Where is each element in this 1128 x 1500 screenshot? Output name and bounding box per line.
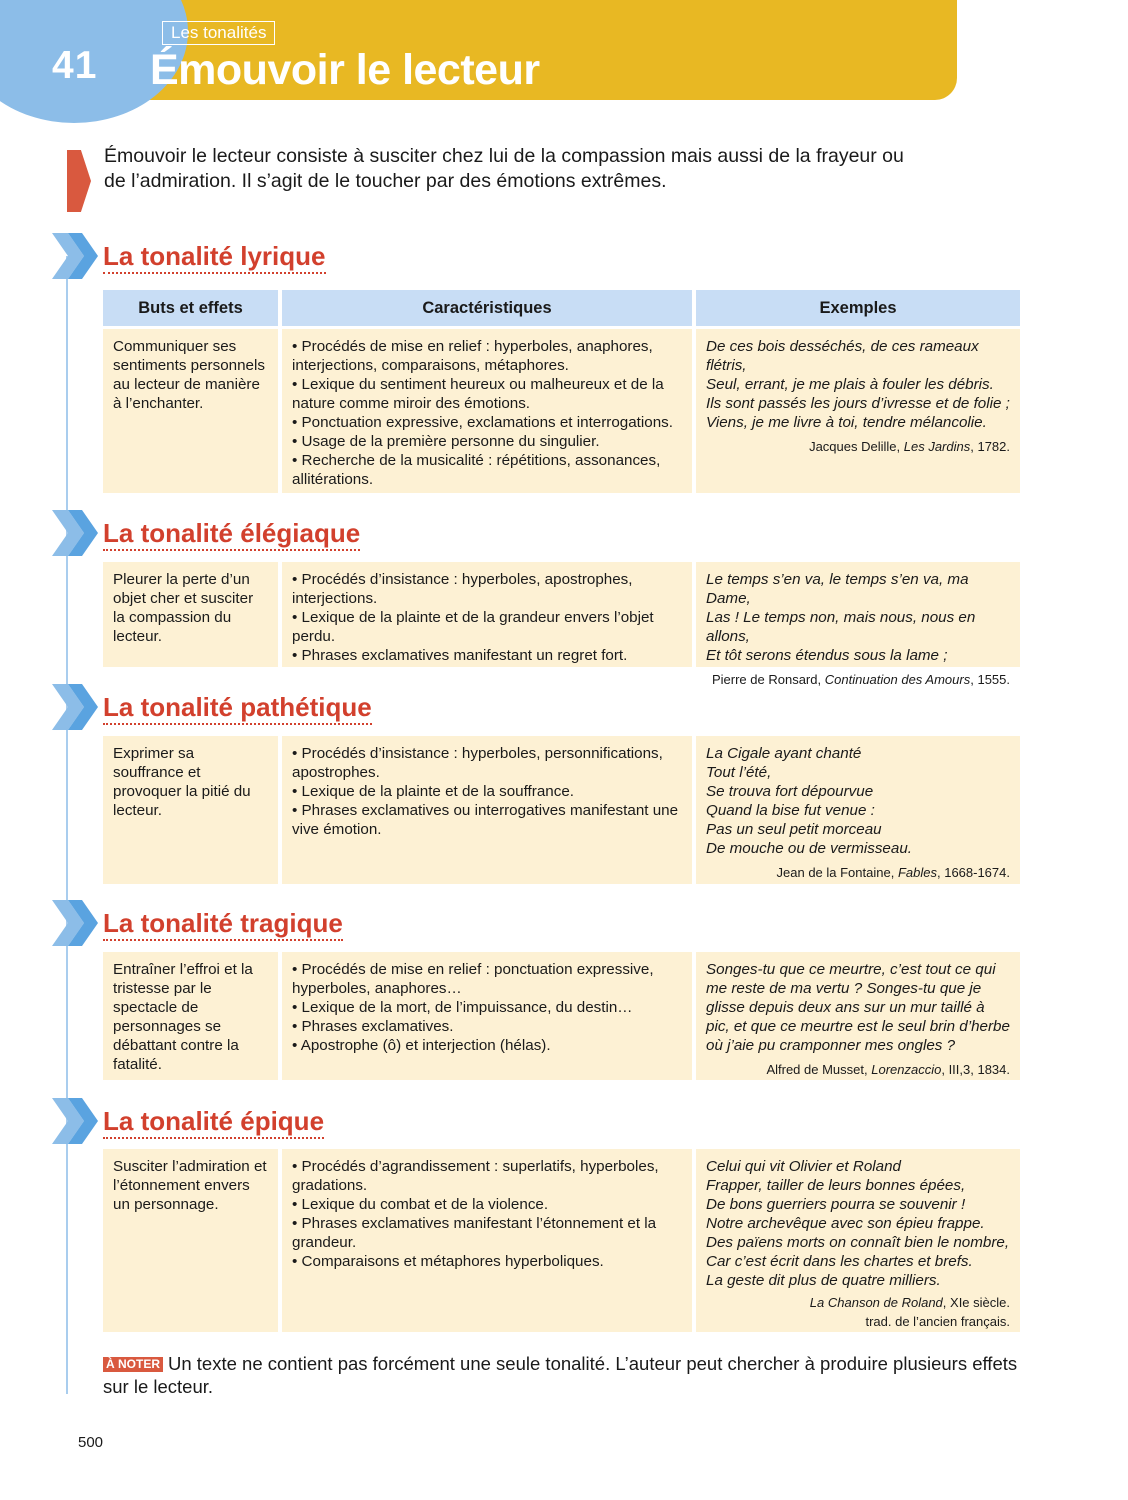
chevron-icon: [52, 510, 100, 556]
feature-item: • Lexique du sentiment heureux ou malheureux et de la nature comme miroir des émotions.: [292, 376, 664, 412]
example-line: Pas un seul petit morceau: [706, 821, 882, 838]
goal-cell: Communiquer ses sentiments personnels au lecteur de manière à l’enchanter.: [103, 329, 278, 493]
note-badge: À NOTER: [103, 1357, 163, 1372]
source-author: Alfred de Musset,: [766, 1062, 868, 1077]
feature-item: • Lexique de la plainte et de la souffrance.: [292, 783, 574, 800]
example-line: Car c’est écrit dans les chartes et brefs.: [706, 1253, 973, 1270]
intro-text: Émouvoir le lecteur consiste à susciter chez lui de la compassion mais aussi de la frayeur ou de l’admiration. Il s’agit de le toucher par des émotions extrêmes.: [104, 145, 904, 192]
feature-item: • Phrases exclamatives.: [292, 1018, 454, 1035]
feature-item: • Lexique de la mort, de l’impuissance, du destin…: [292, 999, 633, 1016]
example-line: Las ! Le temps non, mais nous, nous en allons,: [706, 609, 976, 645]
goal-cell: Entraîner l’effroi et la tristesse par le spectacle de personnages se débattant contre la fatalité.: [103, 952, 278, 1080]
source-work: La Chanson de Roland: [809, 1295, 943, 1310]
example-line: De bons guerriers pourra se souvenir !: [706, 1196, 966, 1213]
chevron-icon: [52, 233, 100, 279]
page-title: Émouvoir le lecteur: [150, 46, 540, 94]
source-author: Pierre de Ronsard,: [711, 672, 822, 687]
section-title-tragique: La tonalité tragique: [103, 908, 343, 941]
source-work: Fables: [897, 865, 937, 880]
features-cell: [282, 562, 692, 667]
example-cell: [696, 952, 1020, 1080]
example-line: Se trouva fort dépourvue: [706, 783, 874, 800]
features-cell: [282, 736, 692, 884]
feature-item: • Procédés d’agrandissement : superlatifs, hyperboles, gradations.: [292, 1158, 659, 1194]
feature-item: • Ponctuation expressive, exclamations et interrogations.: [292, 414, 673, 431]
chapter-tag: Les tonalités: [162, 21, 275, 45]
example-line: Le temps s’en va, le temps s’en va, ma Dame,: [706, 571, 969, 607]
example-line: Viens, je me livre à toi, tendre mélancolie.: [706, 414, 987, 431]
feature-item: • Phrases exclamatives manifestant l’étonnement et la grandeur.: [292, 1215, 657, 1251]
chevron-icon: [52, 1098, 100, 1144]
feature-item: • Phrases exclamatives manifestant un regret fort.: [292, 647, 628, 664]
example-source: [706, 670, 1010, 689]
goal-cell: Pleurer la perte d’un objet cher et susciter la compassion du lecteur.: [103, 562, 278, 667]
example-cell: [696, 736, 1020, 884]
feature-item: • Procédés de mise en relief : ponctuation expressive, hyperboles, anaphores…: [292, 961, 654, 997]
table-header-features: Caractéristiques: [282, 290, 692, 326]
example-cell: [696, 329, 1020, 493]
source-work: Les Jardins: [903, 439, 971, 454]
feature-item: • Usage de la première personne du singulier.: [292, 433, 600, 450]
example-line: Seul, errant, je me plais à fouler les débris.: [706, 376, 994, 393]
section-title-pathetique: La tonalité pathétique: [103, 692, 372, 725]
example-source: [706, 437, 1010, 456]
features-cell: [282, 329, 692, 493]
table-header-goals: Buts et effets: [103, 290, 278, 326]
intro-marker-icon: [67, 150, 91, 212]
source-date: , XIe siècle.: [942, 1295, 1010, 1310]
example-line: Celui qui vit Olivier et Roland: [706, 1158, 901, 1175]
chapter-number: 41: [52, 44, 98, 87]
section-title-elegiaque: La tonalité élégiaque: [103, 518, 360, 551]
source-date: , 1668-1674.: [936, 865, 1010, 880]
example-source: [706, 1293, 1010, 1312]
table-header-examples: Exemples: [696, 290, 1020, 326]
feature-item: • Procédés d’insistance : hyperboles, personnifications, apostrophes.: [292, 745, 663, 781]
example-line: De mouche ou de vermisseau.: [706, 840, 912, 857]
example-line: La Cigale ayant chanté: [706, 745, 862, 762]
feature-item: • Procédés de mise en relief : hyperboles, anaphores, interjections, comparaisons, métaphores.: [292, 338, 653, 374]
example-line: Et tôt serons étendus sous la lame ;: [706, 647, 948, 664]
chevron-icon: [52, 900, 100, 946]
example-source-extra: trad. de l’ancien français.: [865, 1314, 1010, 1329]
section-title-lyrique: La tonalité lyrique: [103, 241, 326, 274]
example-source: [706, 863, 1010, 882]
feature-item: • Lexique du combat et de la violence.: [292, 1196, 549, 1213]
example-source: [706, 1060, 1010, 1079]
feature-item: • Procédés d’insistance : hyperboles, apostrophes, interjections.: [292, 571, 633, 607]
feature-item: • Phrases exclamatives ou interrogatives manifestant une vive émotion.: [292, 802, 679, 838]
source-date: , 1782.: [970, 439, 1010, 454]
goal-cell: Susciter l’admiration et l’étonnement envers un personnage.: [103, 1149, 278, 1332]
feature-item: • Comparaisons et métaphores hyperboliques.: [292, 1253, 604, 1270]
example-line: Tout l’été,: [706, 764, 772, 781]
note-text: Un texte ne contient pas forcément une seule tonalité. L’auteur peut chercher à produire plusieurs effets sur le lecteur.: [103, 1353, 1018, 1397]
example-line: Songes-tu que ce meurtre, c’est tout ce qui me reste de ma vertu ? Songes-tu que je glisse depuis deux ans sur un mur taillé à pic, et que ce meurtre est le seul brin d’herbe où j’aie pu cramponner mes ongles ?: [706, 961, 1010, 1054]
chevron-icon: [52, 684, 100, 730]
features-cell: [282, 952, 692, 1080]
feature-item: • Lexique de la plainte et de la grandeur envers l’objet perdu.: [292, 609, 654, 645]
section-title-epique: La tonalité épique: [103, 1106, 324, 1139]
source-date: , 1555.: [970, 672, 1010, 687]
note: [103, 1352, 1023, 1398]
page-number: 500: [78, 1434, 104, 1451]
feature-item: • Recherche de la musicalité : répétitions, assonances, allitérations.: [292, 452, 661, 488]
features-cell: [282, 1149, 692, 1332]
source-author: Jean de la Fontaine,: [776, 865, 895, 880]
example-line: De ces bois desséchés, de ces rameaux flétris,: [706, 338, 979, 374]
example-cell: [696, 562, 1020, 687]
source-work: Continuation des Amours: [824, 672, 971, 687]
source-work: Lorenzaccio: [871, 1062, 942, 1077]
example-line: Quand la bise fut venue :: [706, 802, 875, 819]
feature-item: • Apostrophe (ô) et interjection (hélas).: [292, 1037, 551, 1054]
example-line: Frapper, tailler de leurs bonnes épées,: [706, 1177, 966, 1194]
example-line: Notre archevêque avec son épieu frappe.: [706, 1215, 985, 1232]
example-line: Des païens morts on connaît bien le nombre,: [706, 1234, 1010, 1251]
example-line: La geste dit plus de quatre milliers.: [706, 1272, 941, 1289]
source-author: Jacques Delille,: [809, 439, 901, 454]
timeline-line: [66, 256, 68, 1394]
example-cell: [696, 1149, 1020, 1332]
example-line: Ils sont passés les jours d’ivresse et de folie ;: [706, 395, 1010, 412]
source-date: , III,3, 1834.: [941, 1062, 1010, 1077]
goal-cell: Exprimer sa souffrance et provoquer la pitié du lecteur.: [103, 736, 278, 884]
